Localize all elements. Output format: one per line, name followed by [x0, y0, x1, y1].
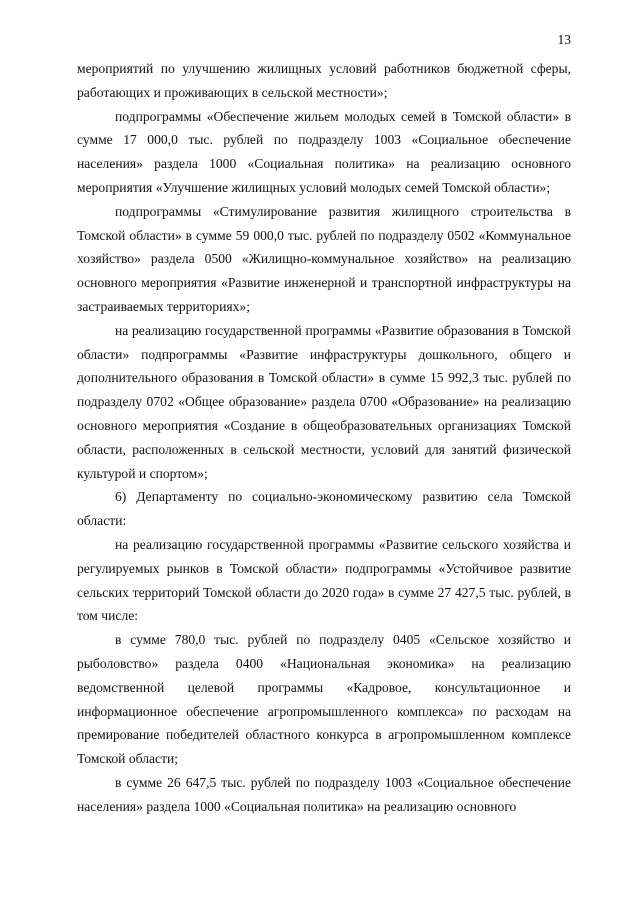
- paragraph-7: в сумме 780,0 тыс. рублей по подразделу 0405 «Сельское хозяйство и рыболовство» раздела 0400 «Национальная экономика» на реализацию ведомственной целевой программы «Кадровое, консультационное и информационное обеспечение агропромышленного комплекса» по расходам на премирование победителей областного конкурса в агропромышленном комплексе Томской области;: [77, 632, 571, 767]
- paragraph-3: подпрограммы «Стимулирование развития жилищного строительства в Томской области» в сумме 59 000,0 тыс. рублей по подразделу 0502 «Коммунальное хозяйство» раздела 0500 «Жилищно-коммунальное хозяйство» на реализацию основного мероприятия «Развитие инженерной и транспортной инфраструктуры на застраиваемых территориях»;: [77, 203, 571, 314]
- paragraph-1: мероприятий по улучшению жилищных условий работников бюджетной сферы, работающих и проживающих в сельской местности»;: [77, 61, 571, 100]
- paragraph-4: на реализацию государственной программы «Развитие образования в Томской области» подпрограммы «Развитие инфраструктуры дошкольного, общего и дополнительного образования в Томской области» в сумме 15 992,3 тыс. рублей по подразделу 0702 «Общее образование» раздела 0700 «Образование» на реализацию основного мероприятия «Создание в общеобразовательных организациях Томской области, расположенных в сельской местности, условий для занятий физической культурой и спортом»;: [77, 322, 571, 481]
- document-body: [77, 57, 571, 819]
- paragraph-5: 6) Департаменту по социально-экономическому развитию села Томской области:: [77, 489, 571, 529]
- page-number: 13: [557, 32, 571, 47]
- paragraph-2: подпрограммы «Обеспечение жильем молодых семей в Томской области» в сумме 17 000,0 тыс. рублей по подразделу 1003 «Социальное обеспечение населения» раздела 1000 «Социальная политика» на реализацию основного мероприятия «Улучшение жилищных условий молодых семей Томской области»;: [77, 108, 571, 195]
- paragraph-8: в сумме 26 647,5 тыс. рублей по подразделу 1003 «Социальное обеспечение населения» раздела 1000 «Социальная политика» на реализацию основного: [77, 774, 571, 814]
- paragraph-6: на реализацию государственной программы «Развитие сельского хозяйства и регулируемых рынков в Томской области» подпрограммы «Устойчивое развитие сельских территорий Томской области до 2020 года» в сумме 27 427,5 тыс. рублей, в том числе:: [77, 536, 571, 624]
